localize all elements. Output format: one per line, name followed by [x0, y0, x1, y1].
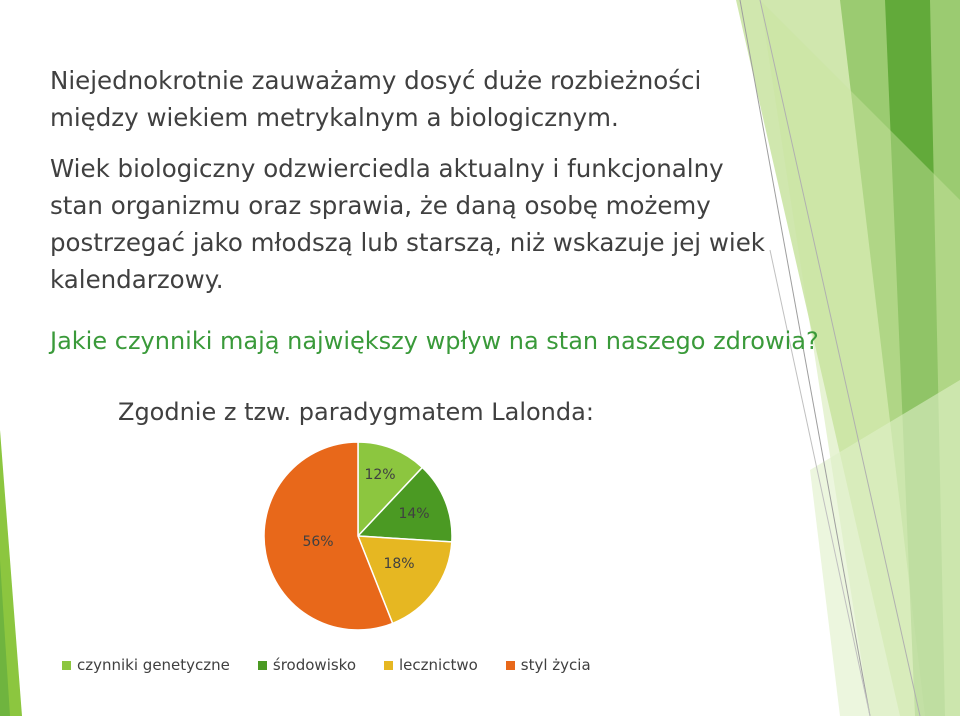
- legend-label: czynniki genetyczne: [77, 656, 230, 674]
- pie-value-label: 56%: [302, 534, 334, 550]
- legend-label: styl życia: [520, 656, 591, 674]
- legend-item: [506, 656, 591, 674]
- biological-age-paragraph: Wiek biologiczny odzwierciedla aktualny i funkcjonalny stan organizmu oraz sprawia, że daną osobę możemy postrzegać jako młodszą lub starszą, niż wskazuje jej wiek kalendarzowy.: [50, 154, 765, 294]
- intro-paragraph: Niejednokrotnie zauważamy dosyć duże rozbieżności między wiekiem metrykalnym a biologicznym.: [50, 66, 702, 132]
- chart-legend: [62, 656, 619, 674]
- legend-swatch: [62, 661, 71, 670]
- legend-item: [62, 656, 230, 674]
- legend-swatch: [258, 661, 267, 670]
- health-factors-question: Jakie czynniki mają największy wpływ na stan naszego zdrowia?: [50, 327, 819, 355]
- lalonde-paradigm-subtitle: Zgodnie z tzw. paradygmatem Lalonda:: [118, 398, 594, 426]
- pie-value-label: 18%: [383, 556, 415, 572]
- legend-item: [384, 656, 478, 674]
- legend-label: lecznictwo: [399, 656, 478, 674]
- pie-value-label: 14%: [398, 506, 430, 522]
- legend-swatch: [506, 661, 515, 670]
- legend-label: środowisko: [272, 656, 357, 674]
- pie-value-label: 12%: [364, 467, 396, 483]
- legend-swatch: [384, 661, 393, 670]
- legend-item: [258, 656, 356, 674]
